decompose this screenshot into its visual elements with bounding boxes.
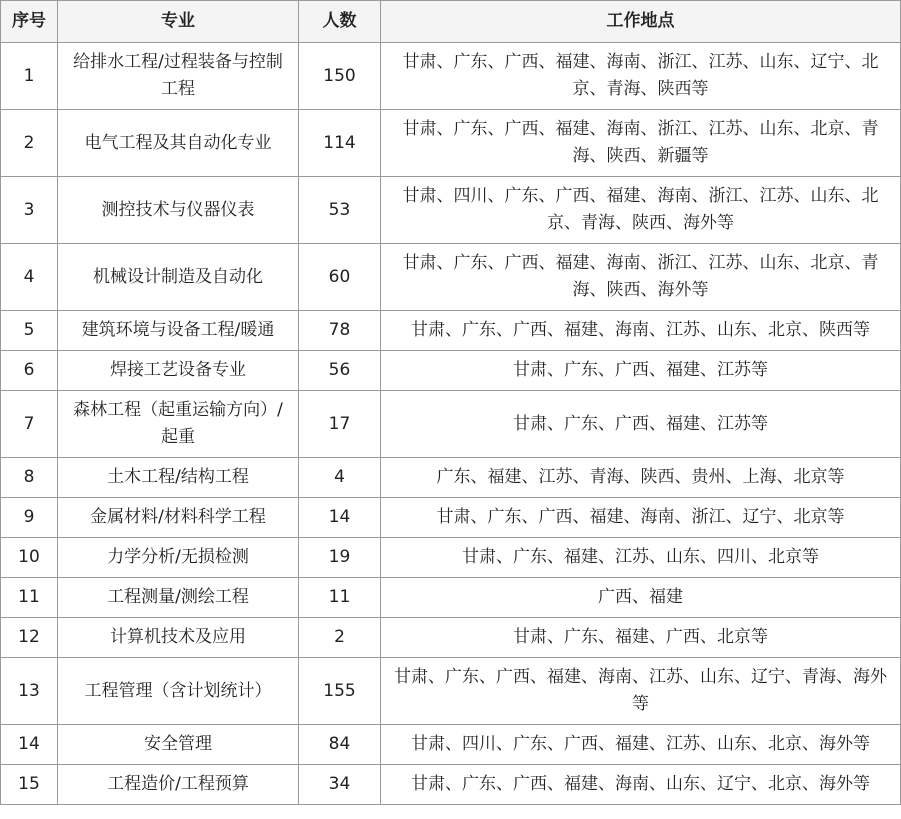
row-count: 4 bbox=[299, 458, 381, 498]
row-location: 甘肃、广东、广西、福建、江苏等 bbox=[381, 391, 901, 458]
row-count: 2 bbox=[299, 618, 381, 658]
row-seq: 5 bbox=[1, 311, 58, 351]
row-location: 甘肃、广东、福建、广西、北京等 bbox=[381, 618, 901, 658]
table-row bbox=[1, 110, 901, 177]
row-major: 工程造价/工程预算 bbox=[58, 765, 299, 805]
row-location: 广东、福建、江苏、青海、陕西、贵州、上海、北京等 bbox=[381, 458, 901, 498]
row-major: 金属材料/材料科学工程 bbox=[58, 498, 299, 538]
row-count: 60 bbox=[299, 244, 381, 311]
row-seq: 2 bbox=[1, 110, 58, 177]
table-row bbox=[1, 725, 901, 765]
table-row bbox=[1, 578, 901, 618]
row-count: 14 bbox=[299, 498, 381, 538]
row-seq: 11 bbox=[1, 578, 58, 618]
row-major: 森林工程（起重运输方向）/起重 bbox=[58, 391, 299, 458]
table-row bbox=[1, 177, 901, 244]
row-major: 测控技术与仪器仪表 bbox=[58, 177, 299, 244]
row-location: 甘肃、广东、广西、福建、江苏等 bbox=[381, 351, 901, 391]
row-seq: 7 bbox=[1, 391, 58, 458]
row-major: 计算机技术及应用 bbox=[58, 618, 299, 658]
row-seq: 12 bbox=[1, 618, 58, 658]
row-seq: 8 bbox=[1, 458, 58, 498]
row-count: 19 bbox=[299, 538, 381, 578]
row-seq: 1 bbox=[1, 43, 58, 110]
row-seq: 13 bbox=[1, 658, 58, 725]
row-count: 84 bbox=[299, 725, 381, 765]
table-row bbox=[1, 43, 901, 110]
table-row bbox=[1, 618, 901, 658]
header-major: 专业 bbox=[58, 1, 299, 43]
row-location: 甘肃、广东、广西、福建、海南、浙江、江苏、山东、北京、青海、陕西、海外等 bbox=[381, 244, 901, 311]
row-major: 工程管理（含计划统计） bbox=[58, 658, 299, 725]
row-location: 甘肃、四川、广东、广西、福建、海南、浙江、江苏、山东、北京、青海、陕西、海外等 bbox=[381, 177, 901, 244]
row-seq: 10 bbox=[1, 538, 58, 578]
row-count: 11 bbox=[299, 578, 381, 618]
table-row bbox=[1, 498, 901, 538]
table-row bbox=[1, 765, 901, 805]
table-row bbox=[1, 458, 901, 498]
row-major: 给排水工程/过程装备与控制工程 bbox=[58, 43, 299, 110]
row-seq: 14 bbox=[1, 725, 58, 765]
header-location: 工作地点 bbox=[381, 1, 901, 43]
header-seq: 序号 bbox=[1, 1, 58, 43]
row-count: 56 bbox=[299, 351, 381, 391]
row-major: 机械设计制造及自动化 bbox=[58, 244, 299, 311]
row-major: 土木工程/结构工程 bbox=[58, 458, 299, 498]
row-location: 广西、福建 bbox=[381, 578, 901, 618]
table-row bbox=[1, 538, 901, 578]
row-count: 53 bbox=[299, 177, 381, 244]
table-row bbox=[1, 351, 901, 391]
row-location: 甘肃、广东、广西、福建、海南、江苏、山东、北京、陕西等 bbox=[381, 311, 901, 351]
row-major: 安全管理 bbox=[58, 725, 299, 765]
row-seq: 4 bbox=[1, 244, 58, 311]
row-count: 34 bbox=[299, 765, 381, 805]
row-location: 甘肃、广东、广西、福建、海南、山东、辽宁、北京、海外等 bbox=[381, 765, 901, 805]
row-seq: 6 bbox=[1, 351, 58, 391]
row-location: 甘肃、广东、广西、福建、海南、江苏、山东、辽宁、青海、海外等 bbox=[381, 658, 901, 725]
header-count: 人数 bbox=[299, 1, 381, 43]
row-major: 焊接工艺设备专业 bbox=[58, 351, 299, 391]
table-row bbox=[1, 391, 901, 458]
row-location: 甘肃、四川、广东、广西、福建、江苏、山东、北京、海外等 bbox=[381, 725, 901, 765]
row-location: 甘肃、广东、广西、福建、海南、浙江、江苏、山东、辽宁、北京、青海、陕西等 bbox=[381, 43, 901, 110]
row-location: 甘肃、广东、广西、福建、海南、浙江、江苏、山东、北京、青海、陕西、新疆等 bbox=[381, 110, 901, 177]
row-major: 电气工程及其自动化专业 bbox=[58, 110, 299, 177]
row-count: 114 bbox=[299, 110, 381, 177]
row-count: 155 bbox=[299, 658, 381, 725]
row-location: 甘肃、广东、福建、江苏、山东、四川、北京等 bbox=[381, 538, 901, 578]
header-row bbox=[1, 1, 901, 43]
table-row bbox=[1, 658, 901, 725]
row-location: 甘肃、广东、广西、福建、海南、浙江、辽宁、北京等 bbox=[381, 498, 901, 538]
row-count: 17 bbox=[299, 391, 381, 458]
row-major: 建筑环境与设备工程/暖通 bbox=[58, 311, 299, 351]
row-seq: 3 bbox=[1, 177, 58, 244]
row-major: 力学分析/无损检测 bbox=[58, 538, 299, 578]
row-seq: 15 bbox=[1, 765, 58, 805]
row-major: 工程测量/测绘工程 bbox=[58, 578, 299, 618]
table-row bbox=[1, 311, 901, 351]
row-count: 78 bbox=[299, 311, 381, 351]
row-seq: 9 bbox=[1, 498, 58, 538]
table-row bbox=[1, 244, 901, 311]
row-count: 150 bbox=[299, 43, 381, 110]
